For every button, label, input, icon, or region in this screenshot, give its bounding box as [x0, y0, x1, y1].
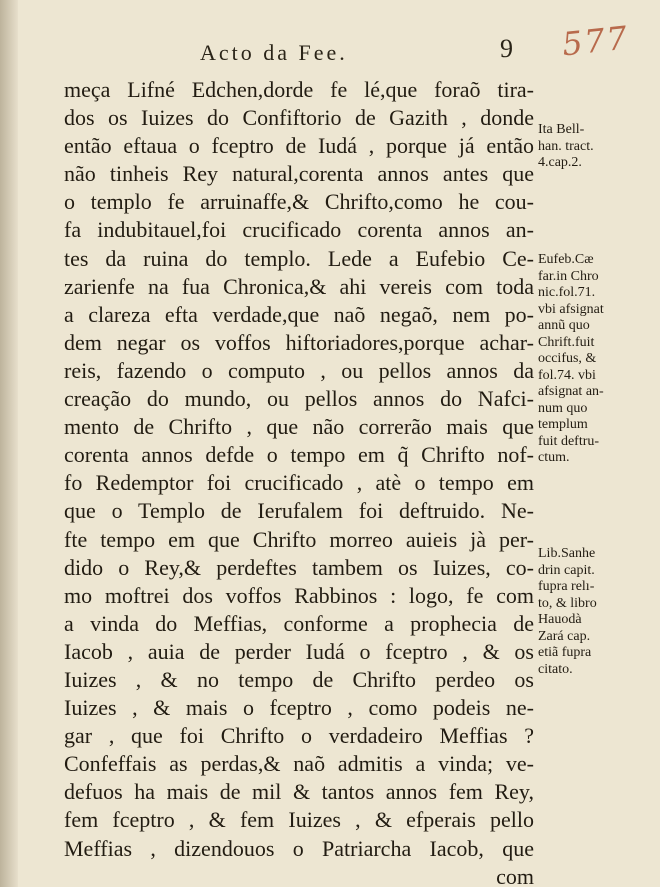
note-line: Eufeb.Cæ: [538, 252, 594, 267]
note-line: 4.cap.2.: [538, 155, 582, 170]
text-line: creação do mundo, ou pellos annos do Nafci-: [64, 386, 534, 412]
text-line: reis, fazendo o computo , ou pellos annos da: [64, 357, 534, 383]
text-line: corenta annos defde o tempo em q̃ Chrifto nof-: [64, 442, 534, 468]
note-line: vbi afsignat: [538, 301, 604, 317]
note-line: han. tract.: [538, 138, 594, 154]
text-line: Confeffais as perdas,& naõ admitis a vinda; ve-: [64, 751, 534, 777]
note-line: far.in Chro: [538, 268, 599, 284]
note-line: fol.74. vbi: [538, 367, 596, 383]
text-line: defuos ha mais de mil & tantos annos fem Rey,: [64, 779, 534, 805]
note-line: Hauodà: [538, 612, 582, 627]
text-line: o templo fe arruinaffe,& Chrifto,como he cou-: [64, 189, 534, 215]
page-gutter-shadow: [0, 0, 18, 887]
text-line: tes da ruina do templo. Lede a Eufebio Ce-: [64, 245, 534, 271]
text-line: fa indubitauel,foi crucificado corenta annos an-: [64, 217, 534, 243]
note-line: num quo: [538, 400, 588, 416]
text-line: dos os Iuizes do Confiftorio de Gazith , donde: [64, 105, 534, 131]
text-line: não tinheis Rey natural,corenta annos antes que: [64, 161, 534, 187]
text-line: fo Redemptor foi crucificado , atè o tempo em: [64, 470, 534, 496]
note-line: afsignat an-: [538, 384, 604, 399]
catchword: com: [496, 863, 534, 887]
handwritten-folio-number: 577: [560, 18, 631, 64]
text-line: fem fceptro , & fem Iuizes , & efperais pello: [64, 807, 534, 833]
text-line: dido o Rey,& perdeftes tambem os Iuizes, co-: [64, 554, 534, 580]
text-line: a vinda do Meffias, conforme a prophecia de: [64, 610, 534, 636]
text-line: meça Lifné Edchen,dorde fe lé,que foraõ tira-: [64, 77, 534, 102]
text-line: gar , que foi Chrifto o verdadeiro Meffias ?: [64, 723, 534, 749]
text-line: Meffias , dizendouos o Patriarcha Iacob, que: [64, 835, 534, 861]
note-line: Zará cap.: [538, 628, 591, 644]
text-line: mo moftrei dos voffos Rabbinos : logo, fe com: [64, 582, 534, 608]
text-line: mento de Chrifto , que não correrão mais que: [64, 414, 534, 440]
marginal-note-eusebius: [538, 252, 628, 467]
note-line: fupra relı-: [538, 579, 595, 594]
page-header: [140, 34, 540, 68]
note-line: to, & libro: [538, 595, 597, 611]
note-line: citato.: [538, 661, 573, 677]
text-line: Iuizes , & no tempo de Chrifto perdeo os: [64, 666, 534, 692]
text-line: que o Templo de Ierufalem foi deftruido. Ne-: [64, 498, 534, 524]
text-line: fte tempo em que Chrifto morreo auieis jà per-: [64, 526, 534, 552]
text-line: dem negar os voffos hiftoriadores,porque achar-: [64, 329, 534, 355]
note-line: occifus, &: [538, 351, 597, 366]
note-line: fuit deftru-: [538, 433, 600, 449]
text-line: zarienfe na fua Chronica,& ahi vereis com toda: [64, 273, 534, 299]
note-line: ctum.: [538, 450, 570, 465]
note-line: templum: [538, 417, 588, 432]
note-line: Lib.Sanhe: [538, 546, 596, 561]
note-line: nic.fol.71.: [538, 285, 596, 300]
text-line: a clareza efta verdade,que naõ negaõ, nem po-: [64, 301, 534, 327]
note-line: drin capit.: [538, 562, 595, 578]
note-line: Ita Bell-: [538, 122, 585, 137]
text-line: Iuizes , & mais o fceptro , como podeis ne-: [64, 695, 534, 721]
main-text-block: [64, 76, 534, 887]
text-line: então eftaua o fceptro de Iudá , porque já então: [64, 133, 534, 159]
marginal-note-sanhedrin: [538, 546, 628, 678]
note-line: etiã fupra: [538, 645, 592, 660]
note-line: Chrift.fuit: [538, 334, 595, 350]
page-number: 9: [500, 34, 513, 63]
note-line: annũ quo: [538, 318, 590, 333]
running-head: Acto da Fee.: [200, 40, 348, 65]
marginal-note-bellarmine: [538, 122, 628, 172]
text-line: Iacob , auia de perder Iudá o fceptro , & os: [64, 638, 534, 664]
